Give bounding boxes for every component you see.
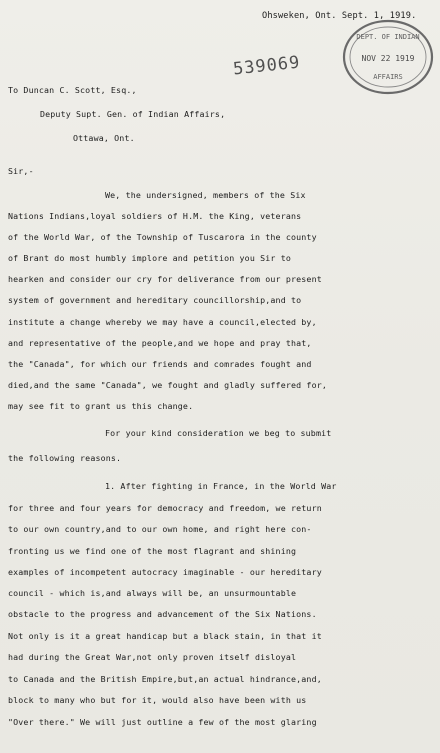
salutation: Sir,- xyxy=(8,166,34,176)
address-line: Ottawa, Ont. xyxy=(73,133,135,143)
seal-bottom-text: AFFAIRS xyxy=(373,73,403,81)
body-line: Nations Indians,loyal soldiers of H.M. the King, veterans xyxy=(8,211,302,221)
body-line: of Brant do most humbly implore and petition you Sir to xyxy=(8,253,291,263)
seal-date-text: NOV 22 1919 xyxy=(361,54,415,63)
body-line: block to many who but for it, would also have been with us xyxy=(8,695,307,705)
body-line: council - which is,and always will be, an unsurmountable xyxy=(8,588,297,598)
body-line: the "Canada", for which our friends and comrades fought and xyxy=(8,359,312,369)
body-line: We, the undersigned, members of the Six xyxy=(105,190,306,200)
body-line: hearken and consider our cry for deliverance from our present xyxy=(8,274,322,284)
received-seal xyxy=(340,15,436,99)
body-line: died,and the same "Canada", we fought and gladly suffered for, xyxy=(8,380,327,390)
body-line: fronting us we find one of the most flagrant and shining xyxy=(8,546,297,556)
stamp-number: 539069 xyxy=(232,52,302,80)
body-line: to our own country,and to our own home, and right here con- xyxy=(8,524,312,534)
body-line: and representative of the people,and we hope and pray that, xyxy=(8,338,312,348)
seal-top-text: DEPT. OF INDIAN xyxy=(356,33,420,41)
body-line: 1. After fighting in France, in the World War xyxy=(105,481,337,491)
body-line: had during the Great War,not only proven itself disloyal xyxy=(8,652,297,662)
body-line: the following reasons. xyxy=(8,453,122,463)
body-line: institute a change whereby we may have a council,elected by, xyxy=(8,317,317,327)
body-line: to Canada and the British Empire,but,an actual hindrance,and, xyxy=(8,674,322,684)
body-line: Not only is it a great handicap but a black stain, in that it xyxy=(8,631,322,641)
address-line: To Duncan C. Scott, Esq., xyxy=(8,85,137,95)
address-line: Deputy Supt. Gen. of Indian Affairs, xyxy=(40,109,226,119)
body-line: "Over there." We will just outline a few of the most glaring xyxy=(8,717,317,727)
body-line: obstacle to the progress and advancement of the Six Nations. xyxy=(8,609,317,619)
body-line: of the World War, of the Township of Tuscarora in the county xyxy=(8,232,317,242)
place-date-line: Ohsweken, Ont. Sept. 1, 1919. xyxy=(262,11,417,21)
body-line: For your kind consideration we beg to submit xyxy=(105,428,332,438)
body-line: may see fit to grant us this change. xyxy=(8,401,194,411)
body-line: examples of incompetent autocracy imaginable - our hereditary xyxy=(8,567,322,577)
body-line: system of government and hereditary councillorship,and to xyxy=(8,295,302,305)
body-line: for three and four years for democracy and freedom, we return xyxy=(8,503,322,513)
